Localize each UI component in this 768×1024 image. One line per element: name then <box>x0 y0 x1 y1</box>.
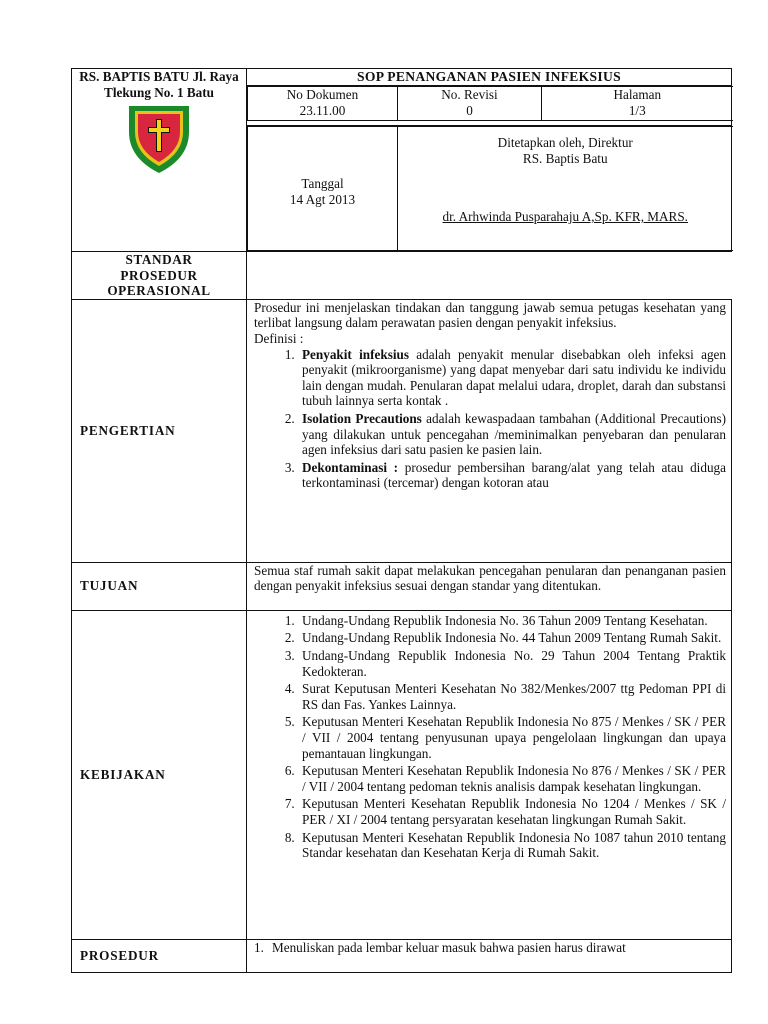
doc-number-label: No Dokumen <box>286 87 359 102</box>
policy-item: 6. Keputusan Menteri Kesehatan Republik Indonesia No 876 / Menkes / SK / PER / VII / 2004 tentang pedoman teknis analisis dampak kesehatan lingkungan. <box>298 763 726 794</box>
definition-list <box>254 347 726 491</box>
definition-item <box>298 347 726 409</box>
policy-item: 7. Keputusan Menteri Kesehatan Republik Indonesia No 1204 / Menkes / SK / PER / XI / 2004 tentang persyaratan kesehatan lingkungan Rumah Sakit. <box>298 796 726 827</box>
policy-item: 5. Keputusan Menteri Kesehatan Republik Indonesia No 875 / Menkes / SK / PER / VII / 2004 tentang penyusunan upaya pengelolaan lingkungan dan upaya pemantauan lingkungan. <box>298 714 726 761</box>
hospital-name: RS. BAPTIS BATU Jl. Raya Tlekung No. 1 Batu <box>79 69 239 100</box>
revision-cell <box>398 87 542 121</box>
definition-term: Penyakit infeksius <box>302 346 409 362</box>
date-cell <box>248 127 398 251</box>
doc-number-cell <box>248 87 398 121</box>
kebijakan-content <box>247 610 732 939</box>
shield-logo-icon <box>126 102 192 176</box>
page-value: 1/3 <box>628 102 646 118</box>
doc-meta-table <box>247 86 733 121</box>
procedure-text: Menuliskan pada lembar keluar masuk bahwa pasien harus dirawat <box>272 939 626 955</box>
page-label: Halaman <box>613 87 662 102</box>
policy-item: 4. Surat Keputusan Menteri Kesehatan No 382/Menkes/2007 ttg Pedoman PPI di RS dan Fas. Yankes Lainnya. <box>298 681 726 712</box>
policy-item: 8. Keputusan Menteri Kesehatan Republik Indonesia No 1087 tahun 2010 tentang Standar kesehatan dan Kesehatan Kerja di Rumah Sakit. <box>298 830 726 861</box>
tujuan-label: TUJUAN <box>72 562 247 610</box>
definition-item <box>298 411 726 458</box>
standard-label-cell <box>72 252 247 300</box>
prosedur-label: PROSEDUR <box>72 939 247 972</box>
prosedur-content <box>247 939 732 972</box>
signatory-name: dr. Arhwinda Pusparahaju A,Sp. KFR, MARS. <box>442 209 688 225</box>
date-value: 14 Agt 2013 <box>289 191 356 207</box>
pengertian-intro: Prosedur ini menjelaskan tindakan dan tanggung jawab semua petugas kesehatan yang terlibat langsung dalam perawatan pasien dengan penyakit infeksius. <box>254 299 726 331</box>
revision-value: 0 <box>466 102 473 118</box>
policy-item: 1. Undang-Undang Republik Indonesia No. 36 Tahun 2009 Tentang Kesehatan. <box>298 613 726 629</box>
pengertian-content <box>247 299 732 562</box>
policy-item: 3. Undang-Undang Republik Indonesia No. 29 Tahun 2004 Tentang Praktik Kedokteran. <box>298 648 726 679</box>
approval-cell <box>247 126 732 252</box>
hospital-logo <box>72 100 246 178</box>
definition-text: prosedur pembersihan barang/alat yang telah atau diduga terkontaminasi (tercemar) dengan kotoran atau <box>302 459 726 491</box>
approval-table <box>247 126 733 251</box>
title-cell <box>247 69 732 126</box>
sop-table <box>71 68 732 973</box>
kebijakan-label: KEBIJAKAN <box>72 610 247 939</box>
approved-by-line2: RS. Baptis Batu <box>522 150 608 166</box>
sop-title: SOP PENANGANAN PASIEN INFEKSIUS <box>247 69 731 86</box>
sop-document <box>71 68 731 973</box>
definition-term: Isolation Precautions <box>302 410 422 426</box>
approver-cell <box>398 127 733 251</box>
standard-label: STANDAR PROSEDUR OPERASIONAL <box>107 252 211 299</box>
doc-number-value: 23.11.00 <box>299 102 346 118</box>
page-cell <box>542 87 733 121</box>
hospital-cell <box>72 69 247 252</box>
definition-term: Dekontaminasi : <box>302 459 399 475</box>
tujuan-text: Semua staf rumah sakit dapat melakukan pencegahan penularan dan penanganan pasien dengan penyakit infeksius sesuai dengan standar yang ditentukan. <box>254 562 726 594</box>
policy-list <box>254 613 726 861</box>
procedure-number: 1. <box>254 939 264 955</box>
definition-label: Definisi : <box>254 330 304 346</box>
policy-item: 2. Undang-Undang Republik Indonesia No. 44 Tahun 2009 Tentang Rumah Sakit. <box>298 630 726 646</box>
pengertian-label: PENGERTIAN <box>72 299 247 562</box>
definition-item <box>298 460 726 491</box>
date-label: Tanggal <box>301 175 344 191</box>
procedure-item <box>254 940 726 956</box>
revision-label: No. Revisi <box>441 87 498 102</box>
approved-by-line1: Ditetapkan oleh, Direktur <box>497 135 633 150</box>
tujuan-content <box>247 562 732 610</box>
definition-text: adalah penyakit menular disebabkan oleh infeksi agen penyakit (mikroorganisme) yang dapat menyebar dari satu individu ke individu lain dengan mudah. Penularan dapat melalui udara, droplet, darah dan substansi tubuh lainnya serta kontak . <box>302 346 726 409</box>
definition-text: adalah kewaspadaan tambahan (Additional Precautions) yang dilakukan untuk pencegahan /meminimalkan penyebaran dan penularan agen infeksius dari satu pasien ke pasien lain. <box>302 410 726 458</box>
